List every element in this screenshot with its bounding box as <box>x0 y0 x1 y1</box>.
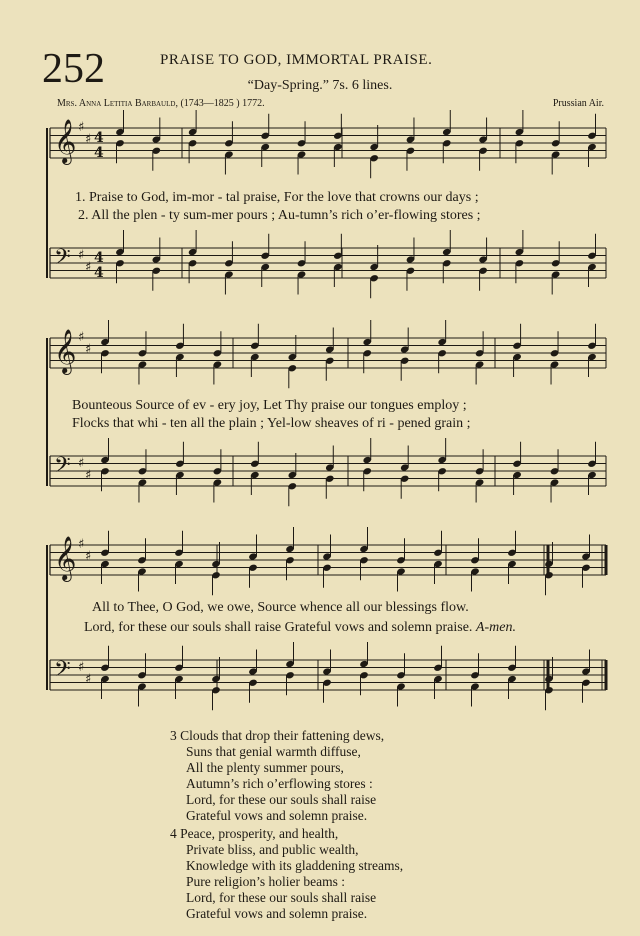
sharp-sign: ♯ <box>85 260 92 275</box>
hymn-number: 252 <box>42 46 105 92</box>
verse-number: 3 <box>170 728 177 743</box>
verse-line: Autumn’s rich o’erflowing stores : <box>186 776 373 791</box>
time-signature-top: 4 <box>94 250 104 266</box>
lyric-line-2: 2. All the plen - ty sum-mer pours ; Au-tumn’s rich o’er-flowing stores ; <box>78 208 481 223</box>
lyric-line-4: Flocks that whi - ten all the plain ; Yel-low sheaves of ri - pened grain ; <box>72 416 471 431</box>
sharp-sign: ♯ <box>85 468 92 483</box>
time-signature-bottom: 4 <box>94 265 104 281</box>
tune-source: Prussian Air. <box>552 98 604 109</box>
time-signature-top: 4 <box>94 130 104 146</box>
treble-clef: 𝄞 <box>54 536 77 580</box>
lyric-line-6 <box>84 620 516 636</box>
verse-number: 4 <box>170 826 177 841</box>
verse-line: Pure religion’s holier beams : <box>186 874 345 889</box>
treble-clef: 𝄞 <box>54 329 77 373</box>
hymn-title: PRAISE TO GOD, IMMORTAL PRAISE. <box>160 52 433 68</box>
lyric-line-5: All to Thee, O God, we owe, Source whence all our blessings flow. <box>92 600 469 615</box>
bass-clef: 𝄢 <box>54 453 71 483</box>
lyric-line-1: 1. Praise to God, im-mor - tal praise, For the love that crowns our days ; <box>75 190 479 205</box>
sharp-sign: ♯ <box>85 132 92 147</box>
verse-line: Lord, for these our souls shall raise <box>186 792 377 807</box>
verse-line: Suns that genial warmth diffuse, <box>186 744 361 759</box>
verse-line: Peace, prosperity, and health, <box>180 826 339 841</box>
lyric-line-6-text: Lord, for these our souls shall raise Grateful vows and solemn praise. <box>84 620 473 635</box>
author-credit: Mrs. Anna Letitia Barbauld, (1743—1825 ) 1772. <box>57 98 265 109</box>
amen-text: A-men. <box>475 620 516 635</box>
verse-line: Clouds that drop their fattening dews, <box>180 728 385 743</box>
time-signature-bottom: 4 <box>94 145 104 161</box>
bass-clef: 𝄢 <box>54 657 71 687</box>
verse-line: Grateful vows and solemn praise. <box>186 906 368 921</box>
bass-clef: 𝄢 <box>54 245 71 275</box>
sharp-sign: ♯ <box>85 672 92 687</box>
sharp-sign: ♯ <box>78 330 85 345</box>
verse-line: Private bliss, and public wealth, <box>186 842 359 857</box>
treble-clef: 𝄞 <box>54 119 77 163</box>
tune-name: “Day-Spring.” 7s. 6 lines. <box>247 78 393 93</box>
verse-line: Knowledge with its gladdening streams, <box>186 858 404 873</box>
sharp-sign: ♯ <box>85 342 92 357</box>
verse-3 <box>170 728 384 824</box>
sharp-sign: ♯ <box>78 537 85 552</box>
sharp-sign: ♯ <box>78 248 85 263</box>
verse-line: All the plenty summer pours, <box>186 760 344 775</box>
sharp-sign: ♯ <box>78 456 85 471</box>
sharp-sign: ♯ <box>78 120 85 135</box>
sharp-sign: ♯ <box>78 660 85 675</box>
verse-line: Grateful vows and solemn praise. <box>186 808 368 823</box>
verse-4 <box>170 826 403 922</box>
sharp-sign: ♯ <box>85 549 92 564</box>
verse-line: Lord, for these our souls shall raise <box>186 890 377 905</box>
lyric-line-3: Bounteous Source of ev - ery joy, Let Thy praise our tongues employ ; <box>72 398 467 413</box>
